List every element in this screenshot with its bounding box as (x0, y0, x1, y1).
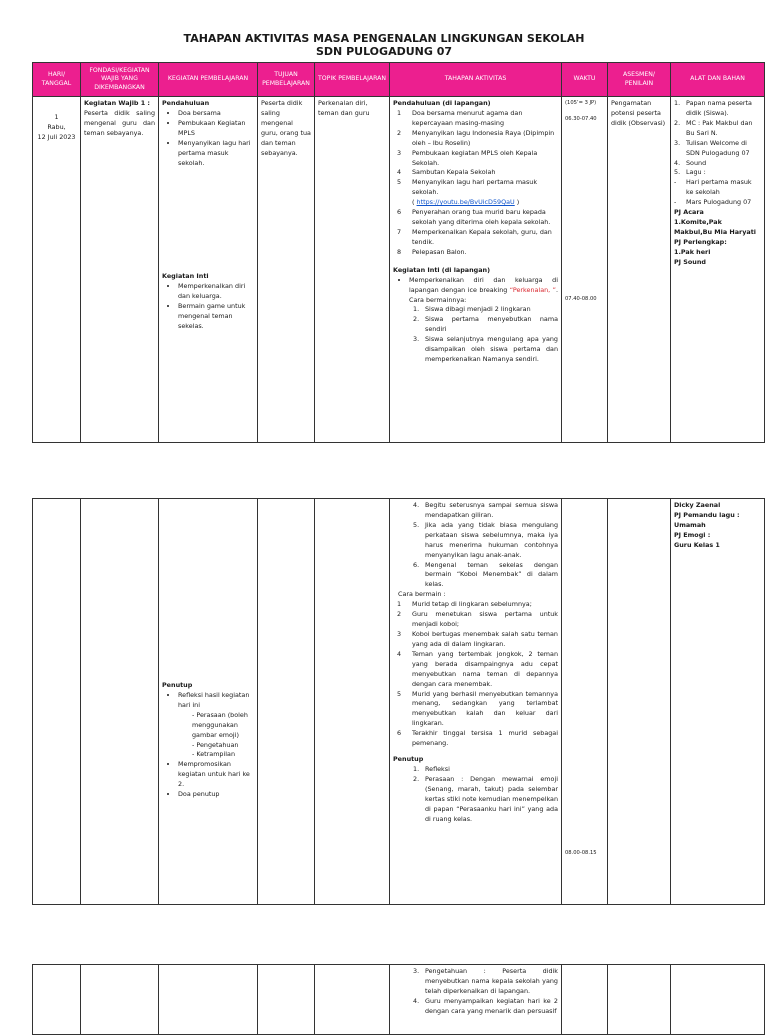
list-item: 3. Siswa selanjutnya mengulang apa yang disampaikan oleh siswa pertama dan memperkenalkan Namanya sendiri. (413, 335, 558, 364)
list-item: 1. Refleksi (413, 764, 450, 773)
cell-empty (608, 499, 671, 905)
fondasi-text: Peserta didik saling mengenal guru dan teman sebayanya. (84, 108, 155, 137)
list-item: 2. Siswa pertama menyebutkan nama sendiri (413, 315, 558, 334)
pj-emogi: PJ Emogi : (674, 530, 711, 539)
list-item: 1 Doa bersama menurut agama dan kepercayaan masing-masing (397, 108, 523, 127)
fondasi-title: Kegiatan Wajib 1 : (84, 99, 150, 107)
list-item: • Doa bersama (178, 109, 254, 119)
cell-kegiatan (159, 97, 258, 443)
tahapan-inti-heading: Kegiatan Inti (di lapangan) (393, 265, 490, 274)
list-item: 2. Perasaan : Dengan mewarnai emoji (Senang, marah, takut) pada selembar kertas stiki note kemudian menempelkan di papan “Perasaanku hari ini” yang ada di ruang kelas. (413, 774, 558, 823)
tahapan-pendahuluan-heading: Pendahuluan (di lapangan) (393, 99, 491, 107)
list-item: 5. Lagu : (674, 168, 706, 177)
list-item: 2 Guru menetukan siswa pertama untuk menjadi koboi; (397, 610, 558, 629)
cell-empty (315, 499, 390, 905)
cell-waktu (562, 499, 608, 905)
topik-text: Perkenalan diri, teman dan guru (318, 99, 370, 117)
cell-empty (671, 965, 765, 1035)
list-item: 2 Menyanyikan lagu Indonesia Raya (Dipimpin oleh – Ibu Roselin) (397, 128, 555, 147)
youtube-link[interactable]: https://youtu.be/BvUicD59QaU (416, 198, 515, 207)
list-item: - Mars Pulogadung 07 (674, 198, 752, 207)
waktu-pendahuluan: 06.30-07.40 (565, 116, 597, 123)
header-topik: TOPIK PEMBELAJARAN (315, 63, 390, 97)
header-tujuan: TUJUAN PEMBELAJARAN (258, 63, 315, 97)
list-item: 4. Begitu seterusnya sampai semua siswa mendapatkan giliran. (413, 501, 558, 519)
pj-name: Dicky Zaenal (674, 501, 721, 509)
list-item: • Mempromosikan kegiatan untuk hari ke 2. (178, 760, 254, 790)
header-alat: ALAT DAN BAHAN (671, 63, 765, 97)
cell-waktu (562, 97, 608, 443)
cell-empty (608, 965, 671, 1035)
pj-emogi-name: Guru Kelas 1 (674, 540, 720, 549)
tahapan-penutup-heading: Penutup (393, 755, 424, 764)
cell-empty (258, 499, 315, 905)
kegiatan-inti-heading: Kegiatan Inti (162, 272, 209, 281)
cell-fondasi (81, 97, 159, 443)
list-item: 4. Sound (674, 158, 707, 167)
cell-empty (562, 965, 608, 1035)
list-item: 5 Menyanyikan lagu hari pertama masuk sekolah. (397, 178, 538, 197)
song-link-line: ( https://youtu.be/BvUicD59QaU ) (412, 198, 520, 207)
cell-alat (671, 97, 765, 443)
list-item: - Ketrampilan (192, 750, 254, 760)
list-item: 2. MC : Pak Makbul dan Bu Sari N. (674, 118, 753, 137)
cell-kegiatan (159, 499, 258, 905)
list-item: 5. Jika ada yang tidak biasa mengulang perkataan siswa sebelumnya, maka iya harus menerima hukuman contohnya menyanyikan lagu anak-anak. (413, 520, 558, 559)
pj-pemandu-lagu-name: Umamah (674, 520, 706, 529)
pj-pemandu-lagu: PJ Pemandu lagu : (674, 510, 740, 519)
tujuan-text: Peserta didik saling mengenal guru, orang tua dan teman sebayanya. (261, 99, 311, 157)
list-item: 4 Teman yang tertembak jongkok, 2 teman yang berada disampaingnya adu cepat menyebutkan nama teman di depannya dengan cara menembak. (397, 649, 558, 688)
date: 12 Juli 2023 (37, 132, 76, 141)
waktu-total: (105’= 3 JP) (565, 100, 597, 106)
kegiatan-penutup-heading: Penutup (162, 681, 193, 689)
list-item: • Menyanyikan lagu hari pertama masuk sekolah. (178, 139, 254, 169)
cell-alat (671, 499, 765, 905)
activity-table-page3 (32, 964, 765, 1035)
header-fondasi: FONDASI/KEGIATAN WAJIB YANG DIKEMBANGKAN (81, 63, 159, 97)
pj-perlengkapan: PJ Perlengkap: (674, 237, 727, 246)
header-kegiatan: KEGIATAN PEMBELAJARAN (159, 63, 258, 97)
header-waktu: WAKTU (562, 63, 608, 97)
pj-perlengkapan-name: 1.Pak heri (674, 247, 711, 256)
cell-asesmen (608, 97, 671, 443)
list-item: 8 Pelepasan Balon. (397, 247, 467, 256)
header-hari: HARI/ TANGGAL (33, 63, 81, 97)
list-item: 3. Pengetahuan : Peserta didik menyebutkan nama kepala sekolah yang telah diperkenalkan di lapangan. (413, 967, 558, 995)
list-item: 5 Murid yang berhasil menyebutkan temannya menang, sedangkan yang terlambat menyebutkan kalah dan keluar dari lingkaran. (397, 689, 558, 728)
pj-acara-names: 1.Komite,Pak Makbul,Bu Mia Haryati (674, 218, 756, 236)
activity-table-page2 (32, 498, 765, 905)
list-item: • Refleksi hasil kegiatan hari ini - Perasaan (boleh menggunakan gambar emoji) - Pengetahuan - Ketrampilan (178, 691, 254, 760)
list-item: 3 Koboi bertugas menembak salah satu teman yang ada di dalam lingkaran. (397, 629, 558, 648)
school-name: SDN PULOGADUNG 07 (315, 45, 453, 58)
list-item: - Perasaan (boleh menggunakan gambar emoji) (192, 711, 254, 741)
inti-intro: • Memperkenalkan diri dan keluarga di lapangan dengan ice breaking “Perkenalan, ”. Cara bermainnya: (393, 276, 558, 306)
list-item: 6 Penyerahan orang tua murid baru kepada sekolah yang diterima oleh kepala sekolah. (397, 208, 551, 227)
list-item: - Hari pertama masuk ke sekolah (674, 178, 752, 197)
list-item: - Pengetahuan (192, 741, 254, 751)
asesmen-text: Pengamatan potensi peserta didik (Observasi) (611, 99, 666, 127)
list-item: 1. Siswa dibagi menjadi 2 lingkaran (413, 305, 531, 314)
cell-tujuan (258, 97, 315, 443)
cell-empty (81, 965, 159, 1035)
cell-topik (315, 97, 390, 443)
list-item: 6 Terakhir tinggal tersisa 1 murid sebagai pemenang. (397, 729, 558, 748)
cell-tahapan (390, 499, 562, 905)
cell-empty (33, 965, 81, 1035)
list-item: 1 Murid tetap di lingkaran sebelumnya; (397, 600, 532, 609)
list-item: • Memperkenalkan diri dan keluarga. (178, 282, 254, 302)
list-item: 4. Guru menyampaikan kegiatan hari ke 2 dengan cara yang menarik dan persuasif (413, 996, 558, 1015)
list-item: 7 Memperkenalkan Kepala sekolah, guru, dan tendik. (397, 227, 552, 246)
list-item: • Pembukaan Kegiatan MPLS (178, 119, 254, 139)
cell-empty (258, 965, 315, 1035)
activity-table-page1 (32, 62, 765, 443)
kegiatan-pendahuluan-heading: Pendahuluan (162, 99, 210, 107)
cell-empty (81, 499, 159, 905)
list-item: 1. Papan nama peserta didik (Siswa). (674, 99, 752, 117)
list-item: • Bermain game untuk mengenal teman sekelas. (178, 302, 254, 332)
header-asesmen: ASESMEN/ PENILAIN (608, 63, 671, 97)
cell-empty (33, 499, 81, 905)
list-item: 3. Tulisan Welcome di SDN Pulogadung 07 (674, 138, 750, 157)
cell-tahapan (390, 965, 562, 1035)
list-item: 3 Pembukaan kegiatan MPLS oleh Kepala Sekolah. (397, 148, 538, 167)
cell-empty (159, 965, 258, 1035)
list-item: 6. Mengenal teman sekelas dengan bermain “Koboi Menembak” di dalam kelas. (413, 560, 558, 589)
cell-tahapan (390, 97, 562, 443)
pj-acara: PJ Acara (674, 208, 704, 217)
pj-sound: PJ Sound (674, 257, 706, 266)
cell-empty (315, 965, 390, 1035)
waktu-penutup: 08.00-08.15 (565, 850, 597, 856)
waktu-inti: 07.40-08.00 (565, 296, 597, 303)
day-name: Rabu, (47, 122, 66, 131)
cell-hari (33, 97, 81, 443)
document-title: TAHAPAN AKTIVITAS MASA PENGENALAN LINGKUNGAN SEKOLAH (183, 32, 585, 45)
cara-bermain-heading: Cara bermain : (398, 590, 446, 599)
header-tahapan: TAHAPAN AKTIVITAS (390, 63, 562, 97)
list-item: • Doa penutup (178, 790, 254, 800)
list-item: 4 Sambutan Kepala Sekolah (397, 168, 496, 177)
day-number: 1 (54, 113, 59, 121)
